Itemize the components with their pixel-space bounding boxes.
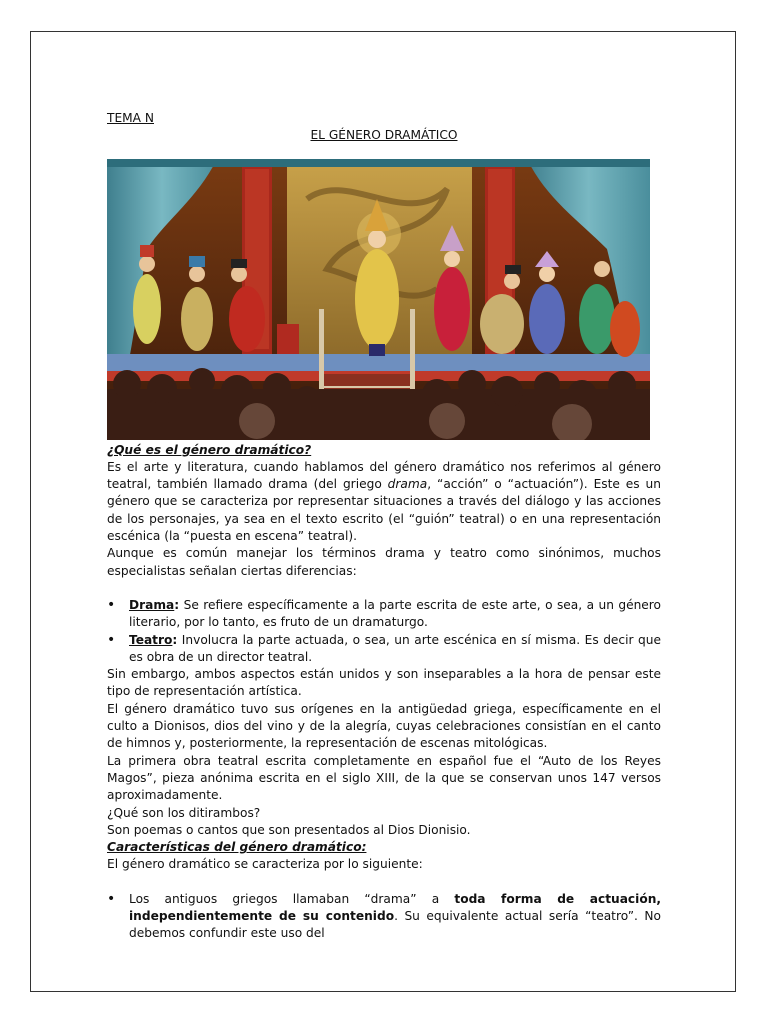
question-ditirambos: ¿Qué son los ditirambos? — [107, 805, 261, 820]
bullet-list-drama-teatro — [107, 597, 661, 666]
bullet-list-caracteristicas — [107, 891, 661, 943]
list-item: • Drama: Se refiere específicamente a la parte escrita de este arte, o sea, a un género literario, por lo tanto, es fruto de un dramaturgo. — [107, 597, 661, 632]
answer-ditirambos: Son poemas o cantos que son presentados al Dios Dionisio. — [107, 822, 471, 837]
paragraph-diferencias: Aunque es común manejar los términos drama y teatro como sinónimos, muchos especialistas señalan ciertas diferencias: — [107, 546, 661, 578]
paragraph-origenes: El género dramático tuvo sus orígenes en la antigüedad griega, específicamente en el culto a Dionisos, dios del vino y de la alegría, cuyas celebraciones consistían en el canto de himnos y, posteriormente, la representación de escenas mitológicas. — [107, 701, 661, 751]
paragraph-caracteristicas-intro: El género dramático se caracteriza por lo siguiente: — [107, 857, 423, 872]
section-heading-que-es: ¿Qué es el género dramático? — [107, 442, 312, 457]
paragraph-definicion: Es el arte y literatura, cuando hablamos del género dramático nos referimos al género teatral, también llamado drama (del griego drama, “acción” o “actuación”). Este es un género que se caracteriza por representar situaciones a través del diálogo y las acciones de los personajes, ya sea en el texto escrito (el “guión” teatral) o en una representación escénica (la “puesta en escena” teatral). — [107, 459, 661, 544]
paragraph-primera-obra: La primera obra teatral escrita completamente en español fue el “Auto de los Reyes Magos”, pieza anónima escrita en el siglo XIII, de la que se conservan unos 147 versos aproximadamente. — [107, 753, 661, 803]
document-body — [107, 110, 661, 943]
paragraph-aspectos-unidos: Sin embargo, ambos aspectos están unidos y son inseparables a la hora de pensar este tipo de representación artística. — [107, 667, 661, 699]
theater-stage-photo — [107, 159, 650, 440]
section-heading-caracteristicas: Características del género dramático: — [107, 840, 367, 855]
list-item: • Los antiguos griegos llamaban “drama” a toda forma de actuación, independientemente de su contenido. Su equivalente actual sería “teatro”. No debemos confundir este uso del — [107, 891, 661, 943]
list-item: • Teatro: Involucra la parte actuada, o sea, un arte escénica en sí misma. Es decir que es obra de un director teatral. — [107, 632, 661, 667]
tema-label: TEMA N — [107, 111, 154, 125]
document-title: EL GÉNERO DRAMÁTICO — [310, 128, 458, 143]
